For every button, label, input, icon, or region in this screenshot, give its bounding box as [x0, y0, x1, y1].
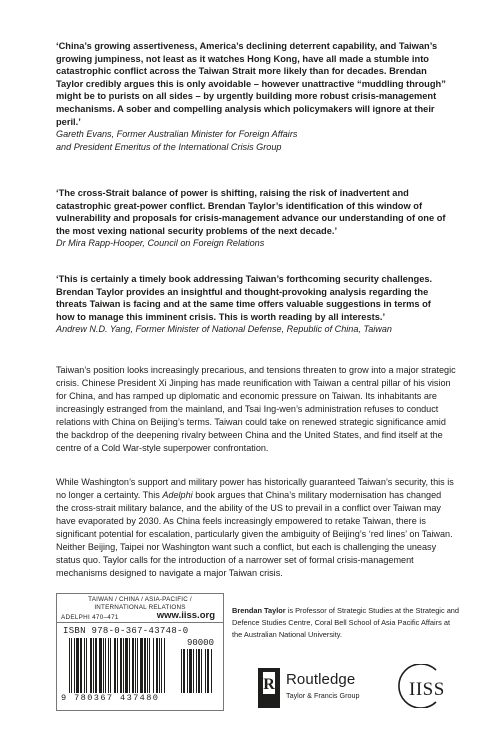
paragraph-text: While Washington’s support and military power has historically guaranteed Taiwan’s security, this is no longer a certainty. This [56, 477, 454, 500]
quote-text: ‘This is certainly a timely book addressing Taiwan’s forthcoming security challenges. Brendan Taylor provides an insightful and thought-provoking analysis regarding the threats Taiwan is facing and at the same time offers valuable suggestions in terms of how to manage this imminent crisis. This is worth reading by all interests.’ [56, 274, 433, 322]
publisher-subtitle: Taylor & Francis Group [286, 691, 360, 700]
barcode-bar [95, 638, 97, 693]
barcode-bar [103, 638, 104, 693]
barcode-bar [117, 638, 118, 693]
barcode-bar [193, 649, 194, 693]
routledge-mark-icon [258, 668, 280, 708]
barcode-digits: 9 780367 437480 [61, 693, 160, 703]
barcode-bar [80, 638, 82, 693]
quote-attribution-line: Dr Mira Rapp-Hooper, Council on Foreign Relations [56, 238, 265, 249]
author-bio [232, 605, 460, 640]
barcode-bar [135, 638, 136, 693]
quote-text: ‘The cross-Strait balance of power is shifting, raising the risk of inadvertent and catastrophic great-power conflict. Brendan Taylor’s identification of this window of vulnerability and proposals for crisis-management advance our understanding of one of the most vexing national security problems of the next decade.’ [56, 188, 446, 236]
quote-attribution-line: Andrew N.D. Yang, Former Minister of National Defense, Republic of China, Taiwan [56, 324, 392, 335]
barcode-bar [99, 638, 102, 693]
barcode-bar [153, 638, 154, 693]
series-title: Adelphi [162, 490, 193, 500]
barcode-bar [164, 638, 165, 693]
barcode-bar [183, 649, 185, 693]
barcode-bar [93, 638, 94, 693]
barcode-bar [205, 649, 206, 693]
barcode-bar [187, 649, 188, 693]
barcode-bar [207, 649, 209, 693]
barcode-bar [159, 638, 160, 693]
quote-text: ‘China’s growing assertiveness, America’s declining deterrent capability, and Taiwan’s growing jumpiness, not least as it watches Hong Kong, have all made a stumble into catastrophic conflict across the Taiwan Strait more likely than for decades. Brendan Taylor credibly argues this is only avoidable – however unattractive “muddling through” might be to purists on all sides – by urgently building more robust crisis-management mechanisms. A sober and compelling analysis which policymakers will ignore at their peril.’ [56, 41, 446, 127]
barcode-bar [125, 638, 128, 693]
barcode-bar [86, 638, 87, 693]
barcode-bar [156, 638, 158, 693]
barcode-bar [196, 649, 197, 693]
iiss-logo [392, 664, 452, 708]
routledge-mark-letter: R [263, 676, 275, 693]
endorsement-quote-1 [56, 40, 448, 153]
barcode-panel [56, 593, 224, 711]
quote-attribution-line: Gareth Evans, Former Australian Minister for Foreign Affairs [56, 129, 298, 140]
barcode-bar [147, 638, 148, 693]
barcode-bar [201, 649, 202, 693]
author-bio-text: is Professor of Strategic Studies at the Strategic and Defence Studies Centre, Coral Bell School of Asia Pacific Affairs at the Australian National University. [232, 606, 460, 639]
barcode-bar [189, 649, 192, 693]
barcode-addon-image [181, 649, 219, 693]
description-paragraph-2 [56, 476, 456, 580]
barcode-bar [71, 638, 72, 693]
barcode-bar [140, 638, 143, 693]
barcode-bar [123, 638, 124, 693]
barcode-bar [84, 638, 85, 693]
barcode-image [69, 638, 177, 693]
author-name: Brendan Taylor [232, 606, 286, 615]
barcode-bar [129, 638, 130, 693]
price-code: 90000 [186, 638, 214, 648]
barcode-bar [114, 638, 116, 693]
website-link[interactable]: www.iiss.org [156, 610, 215, 621]
barcode-panel-header [57, 594, 223, 623]
description-paragraph-1: Taiwan’s position looks increasingly precarious, and tensions threaten to grow into a major strategic crisis. Chinese President Xi Jinping has made reunification with Taiwan a central pillar of his vision for China, and has ramped up diplomatic and economic pressure on Taiwan. Its inhabitants are increasingly estranged from the mainland, and Tsai Ing-wen’s administration refuses to conduct relations with China on Beijing’s terms. Taiwan could take on renewed strategic significance amid the backdrop of the deepening rivalry between China and the United States, and find itself at the centre of a Cold War-style superpower confrontation. [56, 365, 456, 453]
barcode-bar [90, 638, 92, 693]
barcode-bar [161, 638, 162, 693]
barcode-bar [76, 638, 79, 693]
barcode-bar [144, 638, 146, 693]
iiss-name: IISS [409, 679, 445, 700]
barcode-bar [137, 638, 138, 693]
quote-attribution-line: and President Emeritus of the International Crisis Group [56, 141, 282, 152]
barcode-bar [198, 649, 200, 693]
isbn-label: ISBN 978-0-367-43748-0 [63, 626, 189, 636]
paragraph-text: book argues that China’s military modernisation has changed the cross-strait military balance, and the ability of the US to prevail in a conflict over Taiwan may have evaporated by 2030. As China feels increasingly empowered to retake Taiwan, there is significant potential for escalation, particularly given the ambiguity of Beijing’s ‘red lines’ on Taiwan. Neither Beijing, Taipei nor Washington want such a conflict, but each is challenging the uneasy status quo. Taylor calls for the introduction of a narrower set of formal crisis-management mechanisms designed to navigate a major Taiwan crisis. [56, 490, 453, 578]
publisher-name: Routledge [286, 671, 356, 688]
subject-categories: TAIWAN / CHINA / ASIA-PACIFIC / INTERNATIONAL RELATIONS [88, 596, 192, 611]
barcode-bar [110, 638, 111, 693]
barcode-bar [69, 638, 70, 693]
barcode-bar [108, 638, 109, 693]
series-code: ADELPHI 470–471 [61, 614, 119, 621]
barcode-bar [211, 649, 212, 693]
barcode-bar [105, 638, 106, 693]
endorsement-quote-2 [56, 187, 448, 250]
barcode-bar [120, 638, 122, 693]
barcode-bar [149, 638, 150, 693]
barcode-bar [74, 638, 75, 693]
routledge-logo [258, 668, 376, 708]
barcode-bar [132, 638, 134, 693]
barcode-bar [181, 649, 182, 693]
endorsement-quote-3 [56, 273, 448, 336]
